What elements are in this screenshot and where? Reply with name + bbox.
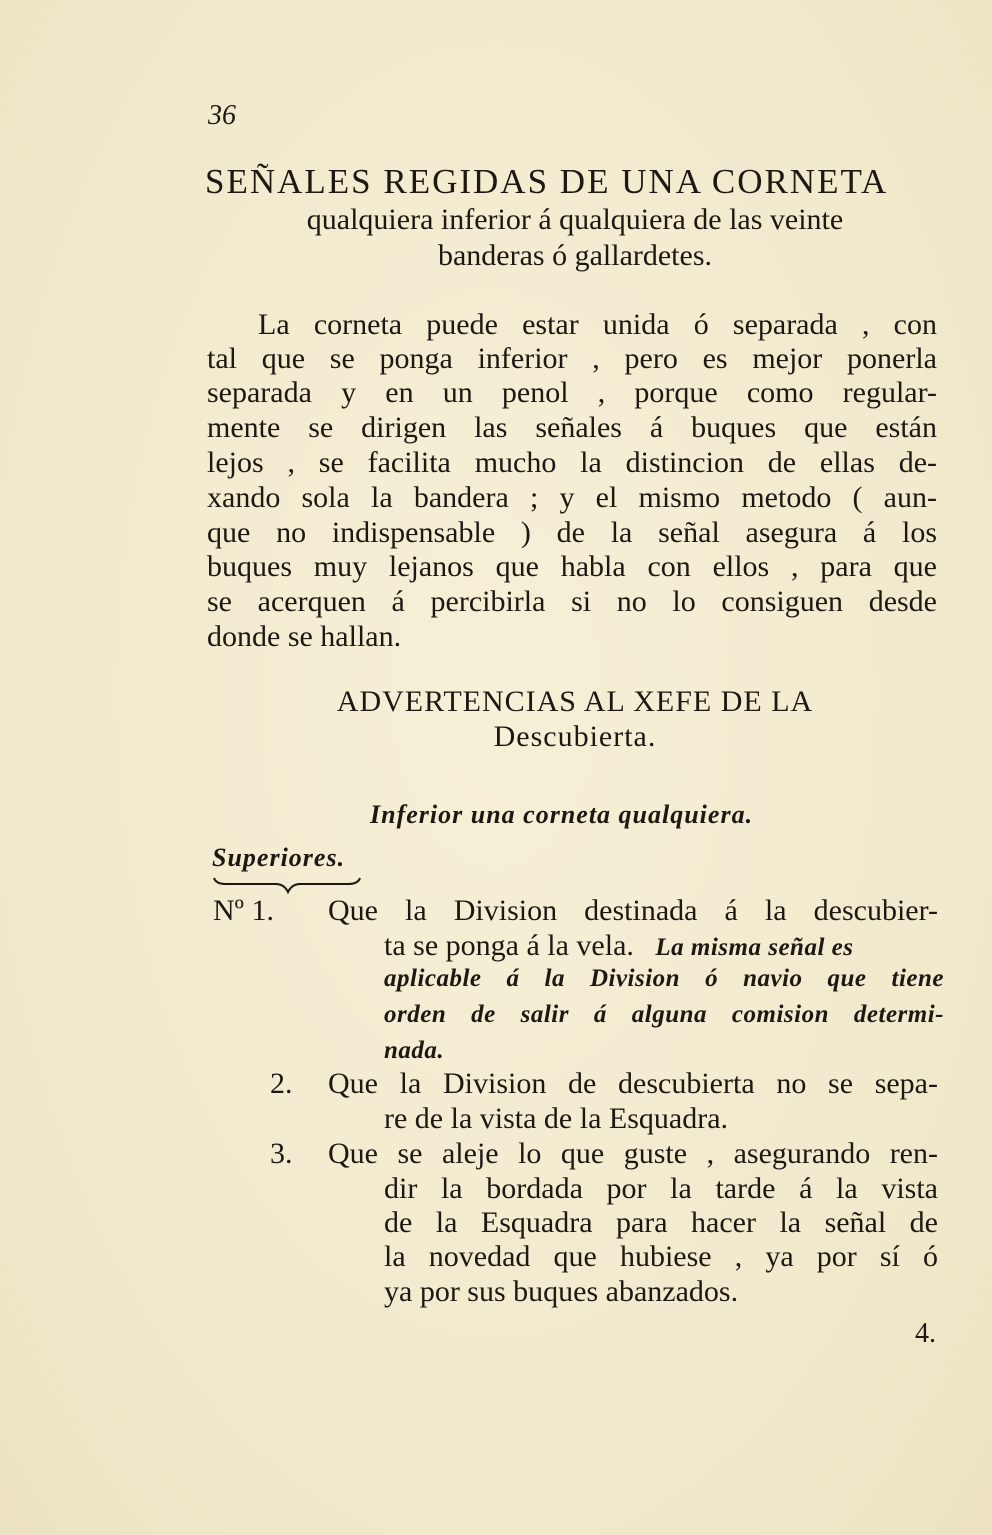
paragraph-line: que no indispensable ) de la señal asegura á los (207, 516, 937, 549)
inferior-label: Inferior una corneta qualquiera. (370, 800, 754, 829)
superiores-label: Superiores. (212, 843, 346, 872)
paragraph-line: xando sola la bandera ; y el mismo metodo ( aun- (207, 481, 937, 514)
paragraph-line: tal que se ponga inferior , pero es mejor ponerla (207, 342, 937, 375)
paragraph-line: separada y en un penol , porque como regular- (207, 376, 937, 409)
heading-title: SEÑALES REGIDAS DE UNA CORNETA (205, 162, 889, 201)
paragraph-line: La corneta puede estar unida ó separada , con (258, 308, 937, 341)
item-line: Que se aleje lo que guste , asegurando ren- (328, 1137, 938, 1170)
paragraph-line: buques muy lejanos que habla con ellos , para que (207, 550, 937, 583)
item-line-text: ta se ponga á la vela. (384, 929, 634, 962)
item-line-italic: orden de salir á alguna comision determi- (384, 1001, 944, 1028)
item-line: de la Esquadra para hacer la señal de (384, 1206, 938, 1239)
paragraph-line: lejos , se facilita mucho la distincion de ellas de- (207, 446, 937, 479)
item-line: la novedad que hubiese , ya por sí ó (384, 1240, 938, 1273)
paragraph-line: mente se dirigen las señales á buques que están (207, 411, 937, 444)
heading-subtitle-2: banderas ó gallardetes. (437, 239, 713, 272)
item-number: Nº 1. (213, 894, 274, 927)
item-line: Que la Division destinada á la descubier- (328, 894, 938, 927)
item-line: ya por sus buques abanzados. (384, 1275, 739, 1308)
paragraph-line: se acerquen á percibirla si no lo consiguen desde (207, 585, 937, 618)
page-number: 36 (208, 100, 236, 131)
item-line-italic-tail: La misma señal es (655, 934, 854, 961)
item-line-italic: aplicable á la Division ó navio que tiene (384, 965, 944, 992)
item-number: 3. (270, 1137, 293, 1170)
item-line (384, 929, 944, 965)
paragraph-line: donde se hallan. (207, 620, 402, 653)
item-number: 2. (270, 1067, 293, 1100)
item-line: dir la bordada por la tarde á la vista (384, 1172, 938, 1205)
catchword: 4. (915, 1318, 936, 1349)
item-line-italic: nada. (384, 1037, 445, 1064)
section-heading: ADVERTENCIAS AL XEFE DE LA (336, 685, 814, 718)
brace-icon (212, 876, 362, 896)
item-line: re de la vista de la Esquadra. (384, 1102, 729, 1135)
section-subheading: Descubierta. (493, 720, 657, 753)
heading-subtitle-1: qualquiera inferior á qualquiera de las veinte (306, 203, 844, 236)
item-line: Que la Division de descubierta no se sepa- (328, 1067, 938, 1100)
